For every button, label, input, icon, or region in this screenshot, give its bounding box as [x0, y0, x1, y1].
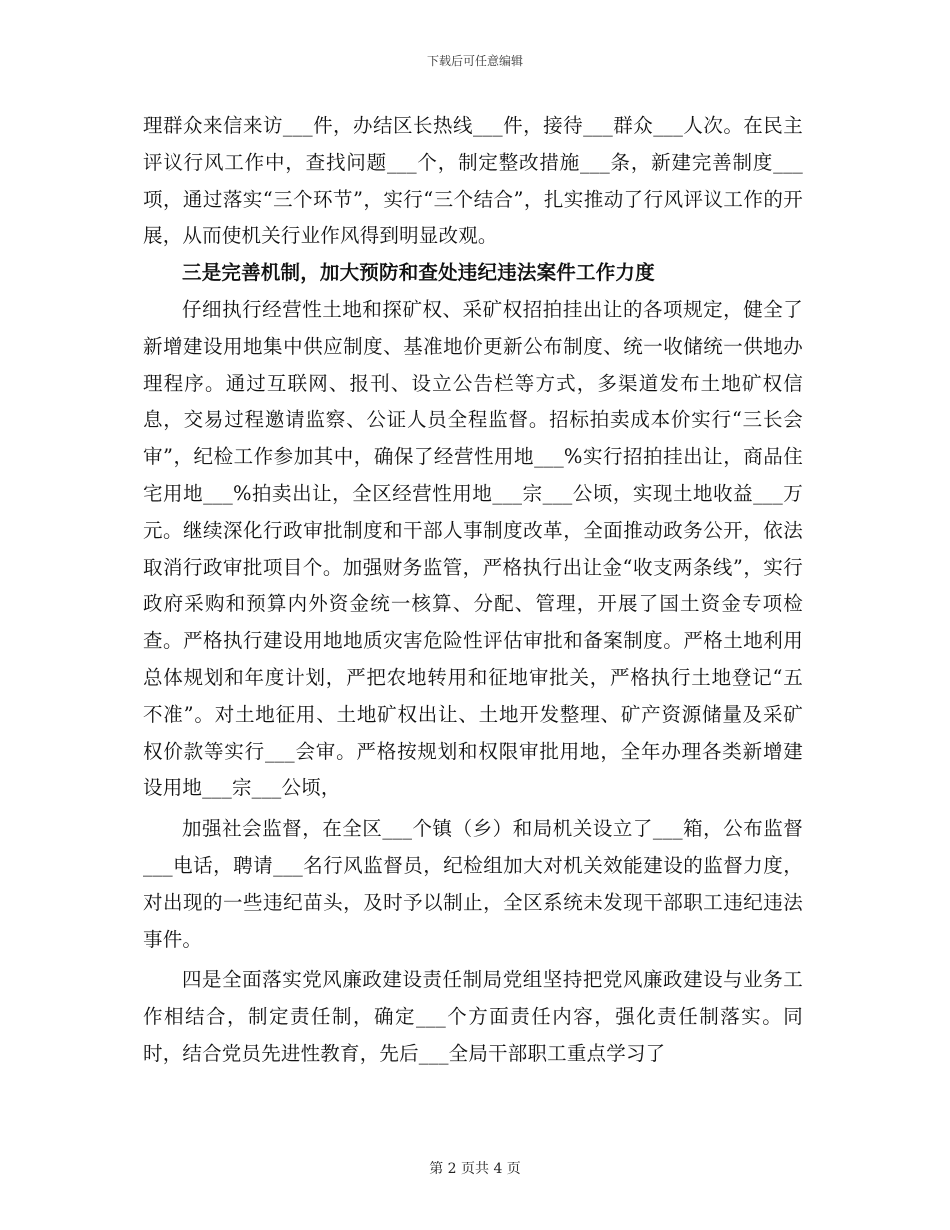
document-body: [143, 108, 803, 1073]
page-header: 下载后可任意编辑: [426, 54, 523, 68]
paragraph-continuation: 理群众来信来访___件，办结区长热线___件，接待___群众___人次。在民主评议行风工作中，查找问题___个，制定整改措施___条，新建完善制度___项，通过落实“三个环节”，实行“三个结合”，扎实推动了行风评议工作的开展，从而使机关行业作风得到明显改观。: [143, 114, 803, 248]
page-footer: 第 2 页共 4 页: [429, 1161, 521, 1177]
paragraph: 加强社会监督，在全区___个镇（乡）和局机关设立了___箱，公布监督___电话，聘请___名行风监督员，纪检组加大对机关效能建设的监督力度，对出现的一些违纪苗头，及时予以制止，全区系统未发现干部职工违纪违法事件。: [143, 817, 803, 951]
paragraph: 四是全面落实党风廉政建设责任制局党组坚持把党风廉政建设与业务工作相结合，制定责任制，确定___个方面责任内容，强化责任制落实。同时，结合党员先进性教育，先后___全局干部职工重点学习了: [143, 968, 803, 1065]
paragraph: 仔细执行经营性土地和探矿权、采矿权招拍挂出让的各项规定，健全了新增建设用地集中供应制度、基准地价更新公布制度、统一收储统一供地办理程序。通过互联网、报刊、设立公告栏等方式，多渠道发布土地矿权信息，交易过程邀请监察、公证人员全程监督。招标拍卖成本价实行“三长会审”，纪检工作参加其中，确保了经营性用地___%实行招拍挂出让，商品住宅用地___%拍卖出让，全区经营性用地___宗___公顷，实现土地收益___万元。继续深化行政审批制度和干部人事制度改革，全面推动政务公开，依法取消行政审批项目个。加强财务监管，严格执行出让金“收支两条线”，实行政府采购和预算内外资金统一核算、分配、管理，开展了国土资金专项检查。严格执行建设用地地质灾害危险性评估审批和备案制度。严格土地利用总体规划和年度计划，严把农地转用和征地审批关，严格执行土地登记“五不准”。对土地征用、土地矿权出让、土地开发整理、矿产资源储量及采矿权价款等实行___会审。严格按规划和权限审批用地，全年办理各类新增建设用地___宗___公顷，: [143, 297, 803, 800]
section-heading: 三是完善机制，加大预防和查处违纪违法案件工作力度: [182, 261, 655, 285]
